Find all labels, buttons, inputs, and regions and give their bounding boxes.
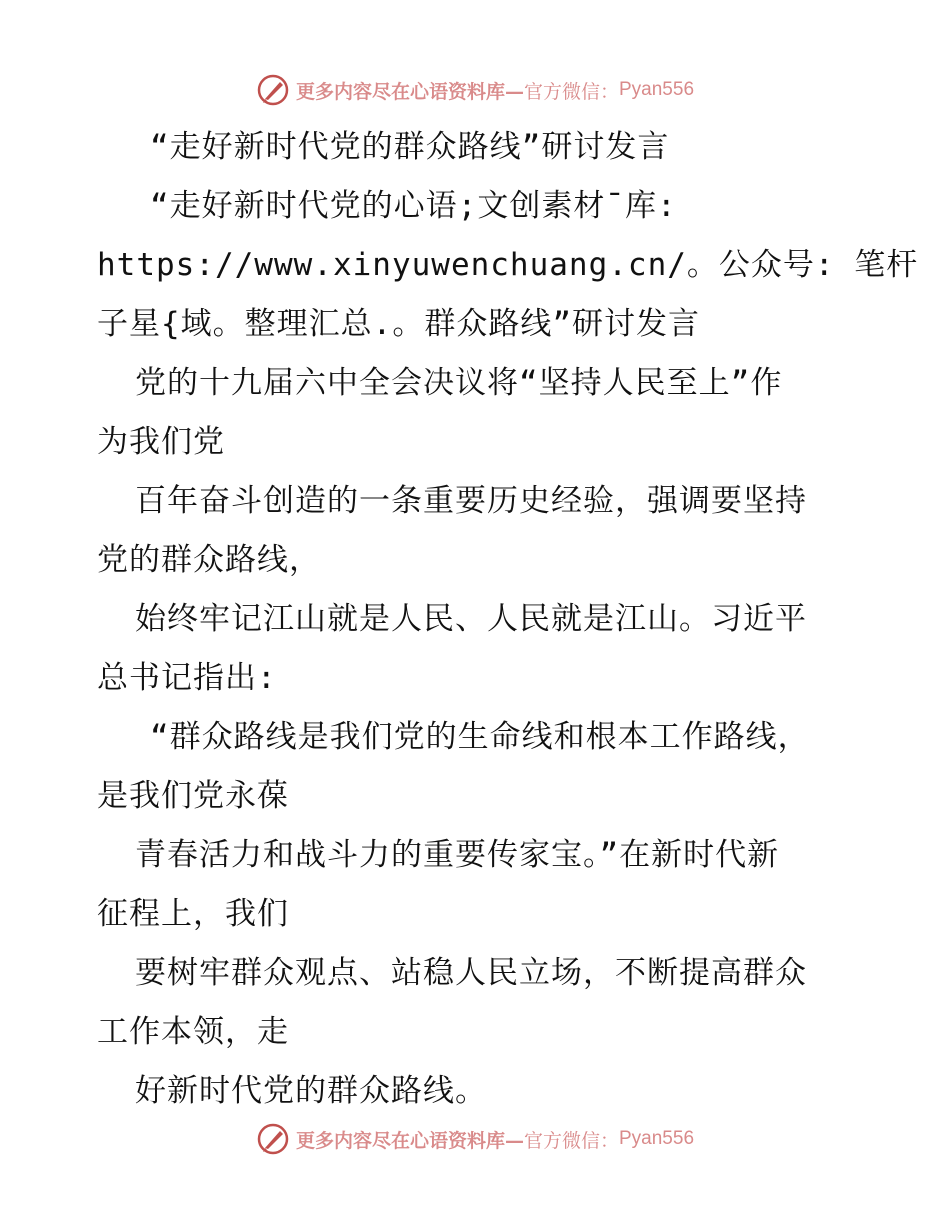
doc-line: 是我们党永葆	[97, 778, 289, 814]
doc-title: “走好新时代党的群众路线”研讨发言	[150, 129, 670, 165]
doc-line-quote: “群众路线是我们党的生命线和根本工作路线，	[150, 719, 810, 755]
doc-line: 为我们党	[97, 424, 225, 460]
doc-line: 始终牢记江山就是人民、人民就是江山。习近平	[135, 601, 807, 637]
doc-line: 总书记指出:	[97, 660, 277, 696]
doc-line: 青春活力和战斗力的重要传家宝。”在新时代新	[135, 837, 780, 873]
watermark-wechat-id: Pyan556	[619, 1128, 695, 1149]
watermark-wechat-label: 官方微信：	[523, 80, 619, 103]
footer-watermark	[0, 1119, 950, 1159]
doc-line: 百年奋斗创造的一条重要历史经验，强调要坚持	[135, 483, 807, 519]
doc-line: “走好新时代党的心语;文创素材¯库:	[150, 188, 677, 224]
watermark-site-text: 更多内容尽在心语资料库—	[295, 80, 524, 103]
watermark-wechat-id: Pyan556	[619, 79, 695, 100]
doc-line: 征程上，我们	[97, 896, 289, 932]
watermark-site-text: 更多内容尽在心语资料库—	[295, 1129, 524, 1152]
doc-line: 子星{域。整理汇总.。群众路线”研讨发言	[97, 306, 700, 342]
quill-logo-icon	[256, 1122, 290, 1156]
doc-line: 党的群众路线，	[97, 542, 321, 578]
doc-line: 好新时代党的群众路线。	[135, 1073, 487, 1109]
doc-line: 要树牢群众观点、站稳人民立场，不断提高群众	[135, 955, 807, 991]
doc-line-url: https://www.xinyuwenchuang.cn/。公众号: 笔杆	[97, 247, 919, 283]
doc-line: 党的十九届六中全会决议将“坚持人民至上”作	[135, 365, 783, 401]
watermark-wechat-label: 官方微信：	[523, 1129, 619, 1152]
doc-line: 工作本领，走	[97, 1014, 289, 1050]
